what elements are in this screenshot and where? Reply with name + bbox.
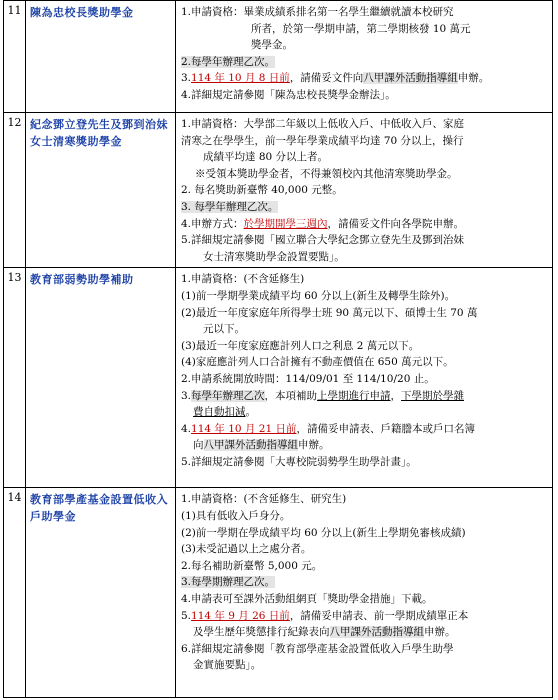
detail-line: 金實施要點」。 bbox=[193, 659, 262, 672]
detail-line: 元以下。 bbox=[203, 323, 245, 336]
line-text: 。 bbox=[245, 406, 256, 419]
line-text: 申辦。 bbox=[457, 72, 490, 85]
deadline-text: 114 年 10 月 8 日前 bbox=[191, 72, 290, 85]
detail-line bbox=[181, 199, 548, 216]
scholarship-details bbox=[176, 1, 553, 113]
detail-line bbox=[181, 608, 548, 625]
line-text: 申辦。 bbox=[298, 439, 330, 452]
detail-line bbox=[181, 70, 548, 87]
detail-line: (1)具有低收入戶身分。 bbox=[181, 509, 291, 522]
office-text: 八甲課外活動指導組 bbox=[363, 72, 458, 85]
highlight-text: 3. 每學年辦理乙次。 bbox=[181, 200, 279, 213]
deadline-text: 於學期開學三週內 bbox=[243, 217, 328, 230]
office-text: 八甲課外活動指導組 bbox=[329, 626, 424, 639]
office-text: 八甲課外活動指導組 bbox=[203, 439, 298, 452]
highlight-text: 每學年辦理乙次 bbox=[191, 389, 265, 402]
highlight-text: 2.每學年辦理乙次。 bbox=[181, 55, 276, 68]
detail-line: 所者，於第一學期申請，第二學期核發 10 萬元 bbox=[251, 22, 471, 35]
line-text: ，請備妥申請表、戶籍謄本或戶口名簿 bbox=[296, 422, 475, 435]
detail-line: 6.詳細規定請參閱「教育部學產基金設置低收入戶學生助學 bbox=[181, 642, 454, 655]
detail-line: (4)家庭應計列人口合計擁有不動產價值在 650 萬元以下。 bbox=[181, 356, 454, 369]
line-text: ，本項補助 bbox=[264, 389, 318, 402]
table-row bbox=[4, 113, 553, 268]
detail-line bbox=[181, 54, 548, 71]
detail-line: (1)前一學期學業成績平均 60 分以上(新生及轉學生除外)。 bbox=[181, 289, 456, 302]
table-row bbox=[4, 488, 553, 698]
detail-line: 5.詳細規定請參閱「大專校院弱勢學生助學計畫」。 bbox=[181, 455, 417, 468]
scholarship-details bbox=[176, 113, 553, 268]
highlight-text: 3.每學期辦理乙次。 bbox=[181, 576, 276, 589]
line-text: 4.申辦方式： bbox=[181, 217, 244, 230]
line-text: ，請備妥文件向 bbox=[289, 72, 364, 85]
deadline-text: 114 年 10 月 21 日前 bbox=[191, 422, 297, 435]
table-row bbox=[4, 268, 553, 488]
scholarship-name: 教育部學產基金設置低收入戶助學金 bbox=[26, 488, 176, 698]
row-number: 14 bbox=[4, 488, 26, 698]
detail-line: 女士清寒獎助學金設置要點」。 bbox=[203, 250, 345, 263]
detail-line bbox=[181, 404, 548, 421]
detail-line: 成績平均達 80 分以上者。 bbox=[203, 151, 329, 164]
scholarship-details bbox=[176, 488, 553, 698]
detail-line: 1.申請資格：(不含延修生、研究生) bbox=[181, 493, 347, 506]
line-text: 向 bbox=[193, 439, 204, 452]
detail-line: (3)未受記過以上之處分者。 bbox=[181, 543, 312, 556]
line-text: ，請備妥文件向各學院申辦。 bbox=[327, 217, 465, 230]
deadline-text: 114 年 9 月 26 日前 bbox=[191, 609, 290, 622]
detail-line bbox=[181, 388, 548, 405]
underline-text: 上學期進行申請 bbox=[317, 389, 391, 402]
detail-line: 2. 每名獎助新臺幣 40,000 元整。 bbox=[181, 184, 343, 197]
line-prefix: 4. bbox=[181, 422, 192, 435]
detail-line bbox=[181, 216, 548, 233]
line-text: 及學生歷年獎懲排行紀錄表向 bbox=[193, 626, 330, 639]
detail-line: (2)最近一年度家庭年所得學士班 90 萬元以下、碩博士生 70 萬 bbox=[181, 306, 478, 319]
detail-line bbox=[181, 437, 548, 454]
line-text: ，請備妥申請表、前一學期成績單正本 bbox=[289, 609, 469, 622]
line-text: 申辦。 bbox=[424, 626, 456, 639]
row-number: 11 bbox=[4, 1, 26, 113]
detail-line: 2.申請系統開放時間：114/09/01 至 114/10/20 止。 bbox=[181, 372, 435, 385]
line-prefix: 5. bbox=[181, 609, 192, 622]
detail-line: 2.每名補助新臺幣 5,000 元。 bbox=[181, 559, 323, 572]
detail-line bbox=[181, 421, 548, 438]
underline-text: 費自動扣減 bbox=[193, 406, 246, 419]
scholarship-table bbox=[3, 0, 553, 698]
detail-line bbox=[181, 574, 548, 591]
scholarship-name: 紀念鄧立登先生及鄧到治妹女士清寒獎助學金 bbox=[26, 113, 176, 268]
detail-line: 清寒之在學學生，前一學年學業成績平均達 70 分以上，操行 bbox=[181, 134, 464, 147]
detail-line: (2)前一學期在學成績平均 60 分以上(新生上學期免審核成績) bbox=[181, 526, 466, 539]
detail-line: 4.申請表可至課外活動組網頁「獎助學金措施」下載。 bbox=[181, 592, 433, 605]
scholarship-name: 教育部弱勢助學補助 bbox=[26, 268, 176, 488]
detail-line: 1.申請資格：(不含延修生) bbox=[181, 273, 305, 286]
line-prefix: 3. bbox=[181, 72, 192, 85]
table-row bbox=[4, 1, 553, 113]
detail-line bbox=[181, 624, 548, 641]
row-number: 12 bbox=[4, 113, 26, 268]
detail-line: 獎學金。 bbox=[251, 39, 293, 52]
detail-line: 4.詳細規定請參閱「陳為忠校長獎學金辦法」。 bbox=[181, 88, 396, 101]
line-text: ， bbox=[390, 389, 402, 402]
scholarship-details bbox=[176, 268, 553, 488]
detail-line: 1.申請資格：畢業成績系排名第一名學生繼續就讀本校研究 bbox=[181, 6, 454, 18]
detail-line: (3)最近一年度家庭應計列人口之利息 2 萬元以下。 bbox=[181, 339, 420, 352]
line-prefix: 3. bbox=[181, 389, 192, 402]
underline-text: 下學期於學雜 bbox=[401, 389, 465, 402]
detail-line: 1.申請資格：大學部二年級以上低收入戶、中低收入戶、家庭 bbox=[181, 118, 465, 130]
scholarship-name: 陳為忠校長獎助學金 bbox=[26, 1, 176, 113]
detail-line: 5.詳細規定請參閱「國立聯合大學紀念鄧立登先生及鄧到治妹 bbox=[181, 234, 465, 247]
row-number: 13 bbox=[4, 268, 26, 488]
note-line: ※受領本獎助學金者，不得兼領校內其他清寒獎助學金。 bbox=[195, 167, 458, 180]
